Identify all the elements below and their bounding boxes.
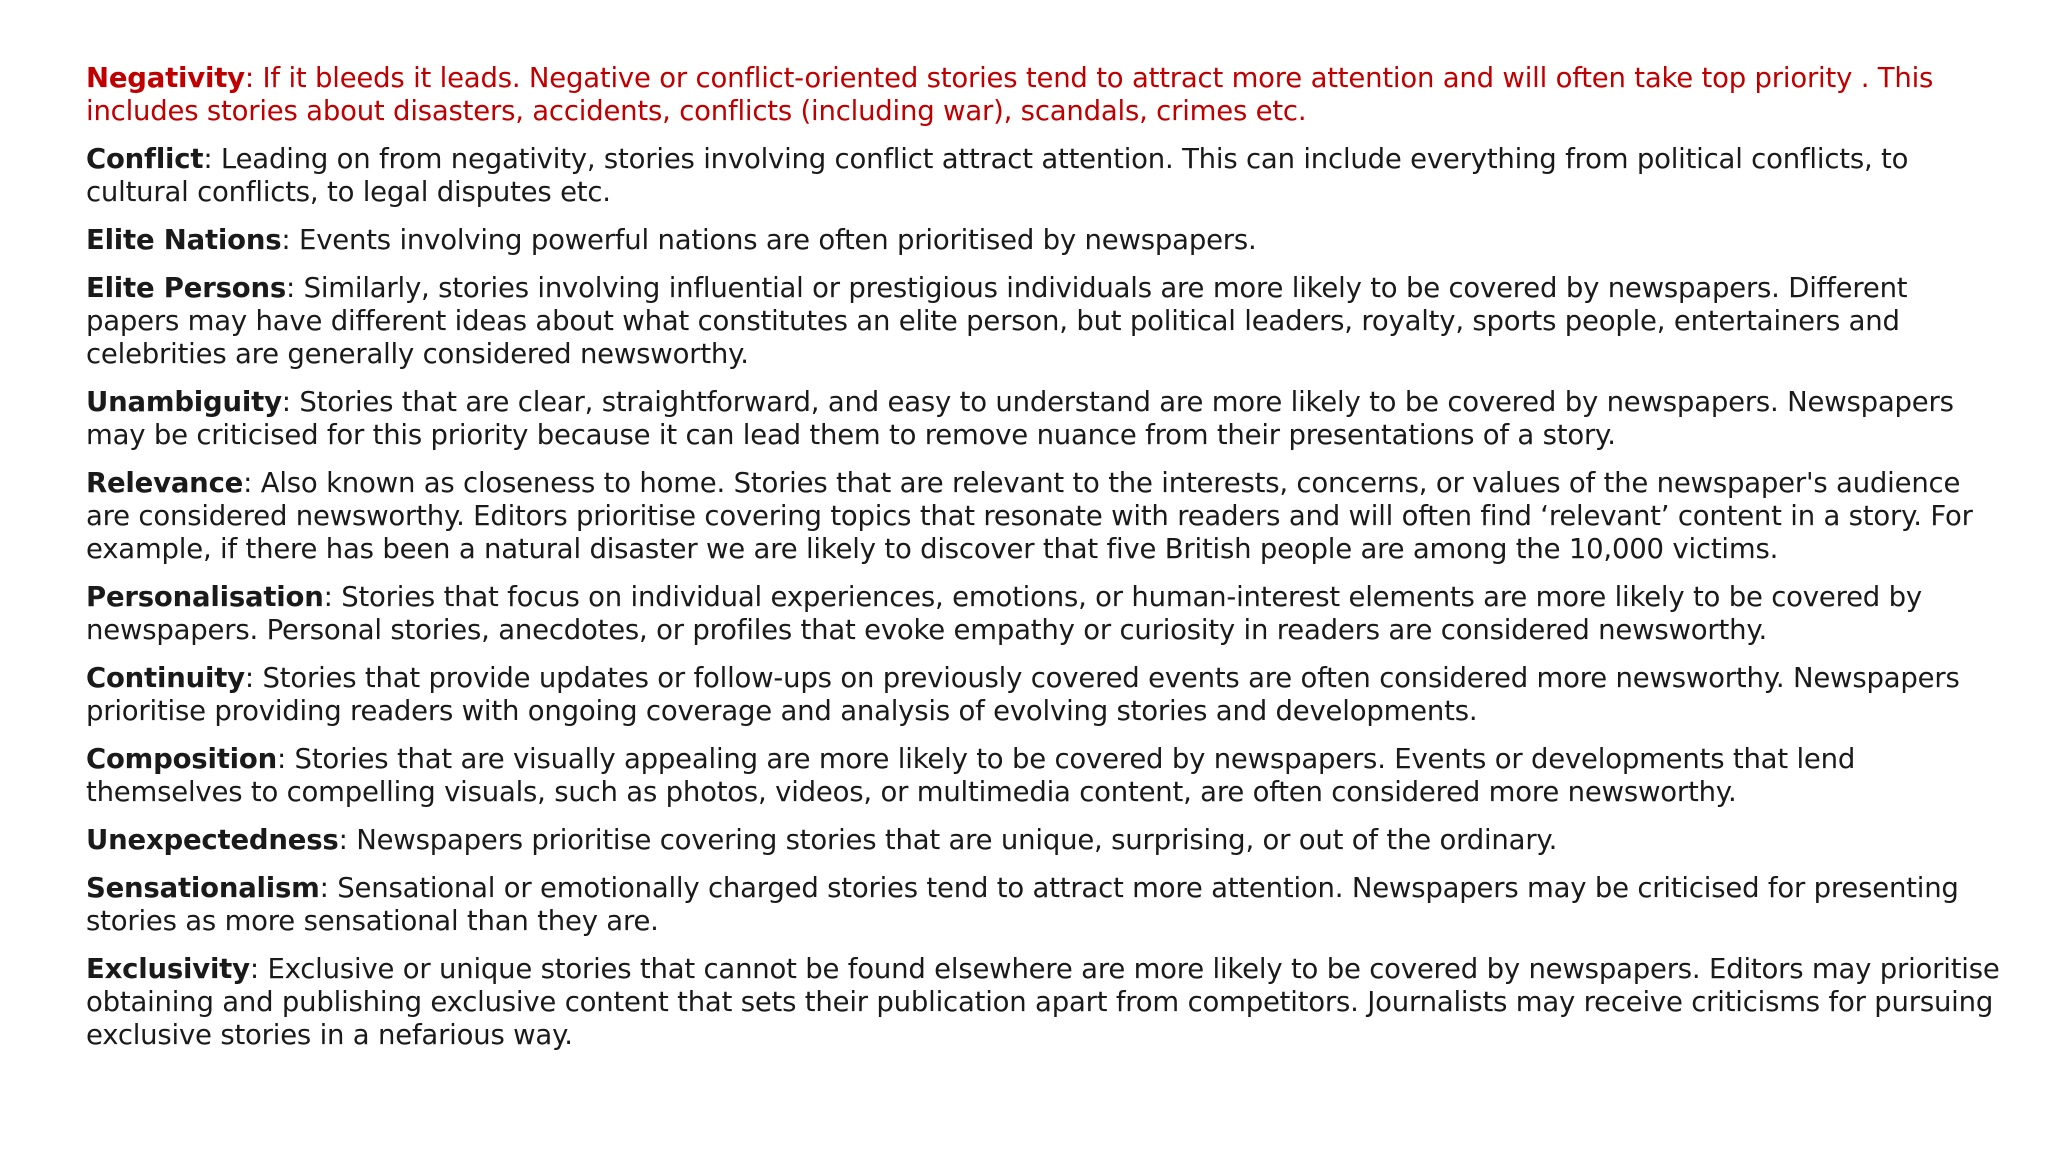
term-description: : Sensational or emotionally charged stories tend to attract more attention. Newspapers may be criticised for presenting stories as more sensational than they are. (86, 872, 1959, 937)
news-value-negativity (86, 62, 2006, 128)
term-description: : Events involving powerful nations are often prioritised by newspapers. (281, 224, 1257, 256)
term-label: Conflict (86, 143, 204, 175)
news-value-elite-persons (86, 272, 2006, 371)
news-value-personalisation (86, 581, 2006, 647)
term-label: Continuity (86, 662, 245, 694)
news-value-conflict (86, 143, 2006, 209)
term-description: : If it bleeds it leads. Negative or conflict-oriented stories tend to attract more attention and will often take top priority . This includes stories about disasters, accidents, conflicts (including war), scandals, crimes etc. (86, 62, 1934, 127)
news-values-list (86, 62, 2006, 1067)
term-description: : Exclusive or unique stories that cannot be found elsewhere are more likely to be covered by newspapers. Editors may prioritise obtaining and publishing exclusive content that sets their publication apart from competitors. Journalists may receive criticisms for pursuing exclusive stories in a nefarious way. (86, 953, 2000, 1051)
term-label: Sensationalism (86, 872, 320, 904)
term-label: Negativity (86, 62, 245, 94)
term-label: Elite Nations (86, 224, 282, 256)
term-label: Elite Persons (86, 272, 286, 304)
term-description: : Stories that focus on individual experiences, emotions, or human-interest elements are more likely to be covered by newspapers. Personal stories, anecdotes, or profiles that evoke empathy or curiosity in readers are considered newsworthy. (86, 581, 1922, 646)
term-description: : Stories that are clear, straightforward, and easy to understand are more likely to be covered by newspapers. Newspapers may be criticised for this priority because it can lead them to remove nuance from their presentations of a story. (86, 386, 1954, 451)
news-value-relevance (86, 467, 2006, 566)
term-label: Personalisation (86, 581, 324, 613)
term-description: : Newspapers prioritise covering stories that are unique, surprising, or out of the ordinary. (338, 824, 1558, 856)
term-label: Exclusivity (86, 953, 250, 985)
term-label: Composition (86, 743, 277, 775)
news-value-sensationalism (86, 872, 2006, 938)
term-description: : Stories that provide updates or follow-ups on previously covered events are often considered more newsworthy. Newspapers prioritise providing readers with ongoing coverage and analysis of evolving stories and developments. (86, 662, 1960, 727)
news-value-composition (86, 743, 2006, 809)
news-value-continuity (86, 662, 2006, 728)
term-label: Unambiguity (86, 386, 282, 418)
term-label: Relevance (86, 467, 244, 499)
term-description: : Leading on from negativity, stories involving conflict attract attention. This can include everything from political conflicts, to cultural conflicts, to legal disputes etc. (86, 143, 1909, 208)
term-description: : Also known as closeness to home. Stories that are relevant to the interests, concerns, or values of the newspaper's audience are considered newsworthy. Editors prioritise covering topics that resonate with readers and will often find ‘relevant’ content in a story. For example, if there has been a natural disaster we are likely to discover that five British people are among the 10,000 victims. (86, 467, 1973, 565)
term-description: : Stories that are visually appealing are more likely to be covered by newspapers. Events or developments that lend themselves to compelling visuals, such as photos, videos, or multimedia content, are often considered more newsworthy. (86, 743, 1856, 808)
news-value-elite-nations (86, 224, 2006, 257)
term-label: Unexpectedness (86, 824, 339, 856)
news-value-exclusivity (86, 953, 2006, 1052)
news-value-unambiguity (86, 386, 2006, 452)
news-value-unexpectedness (86, 824, 2006, 857)
term-description: : Similarly, stories involving influential or prestigious individuals are more likely to be covered by newspapers. Different papers may have different ideas about what constitutes an elite person, but political leaders, royalty, sports people, entertainers and celebrities are generally considered newsworthy. (86, 272, 1908, 370)
